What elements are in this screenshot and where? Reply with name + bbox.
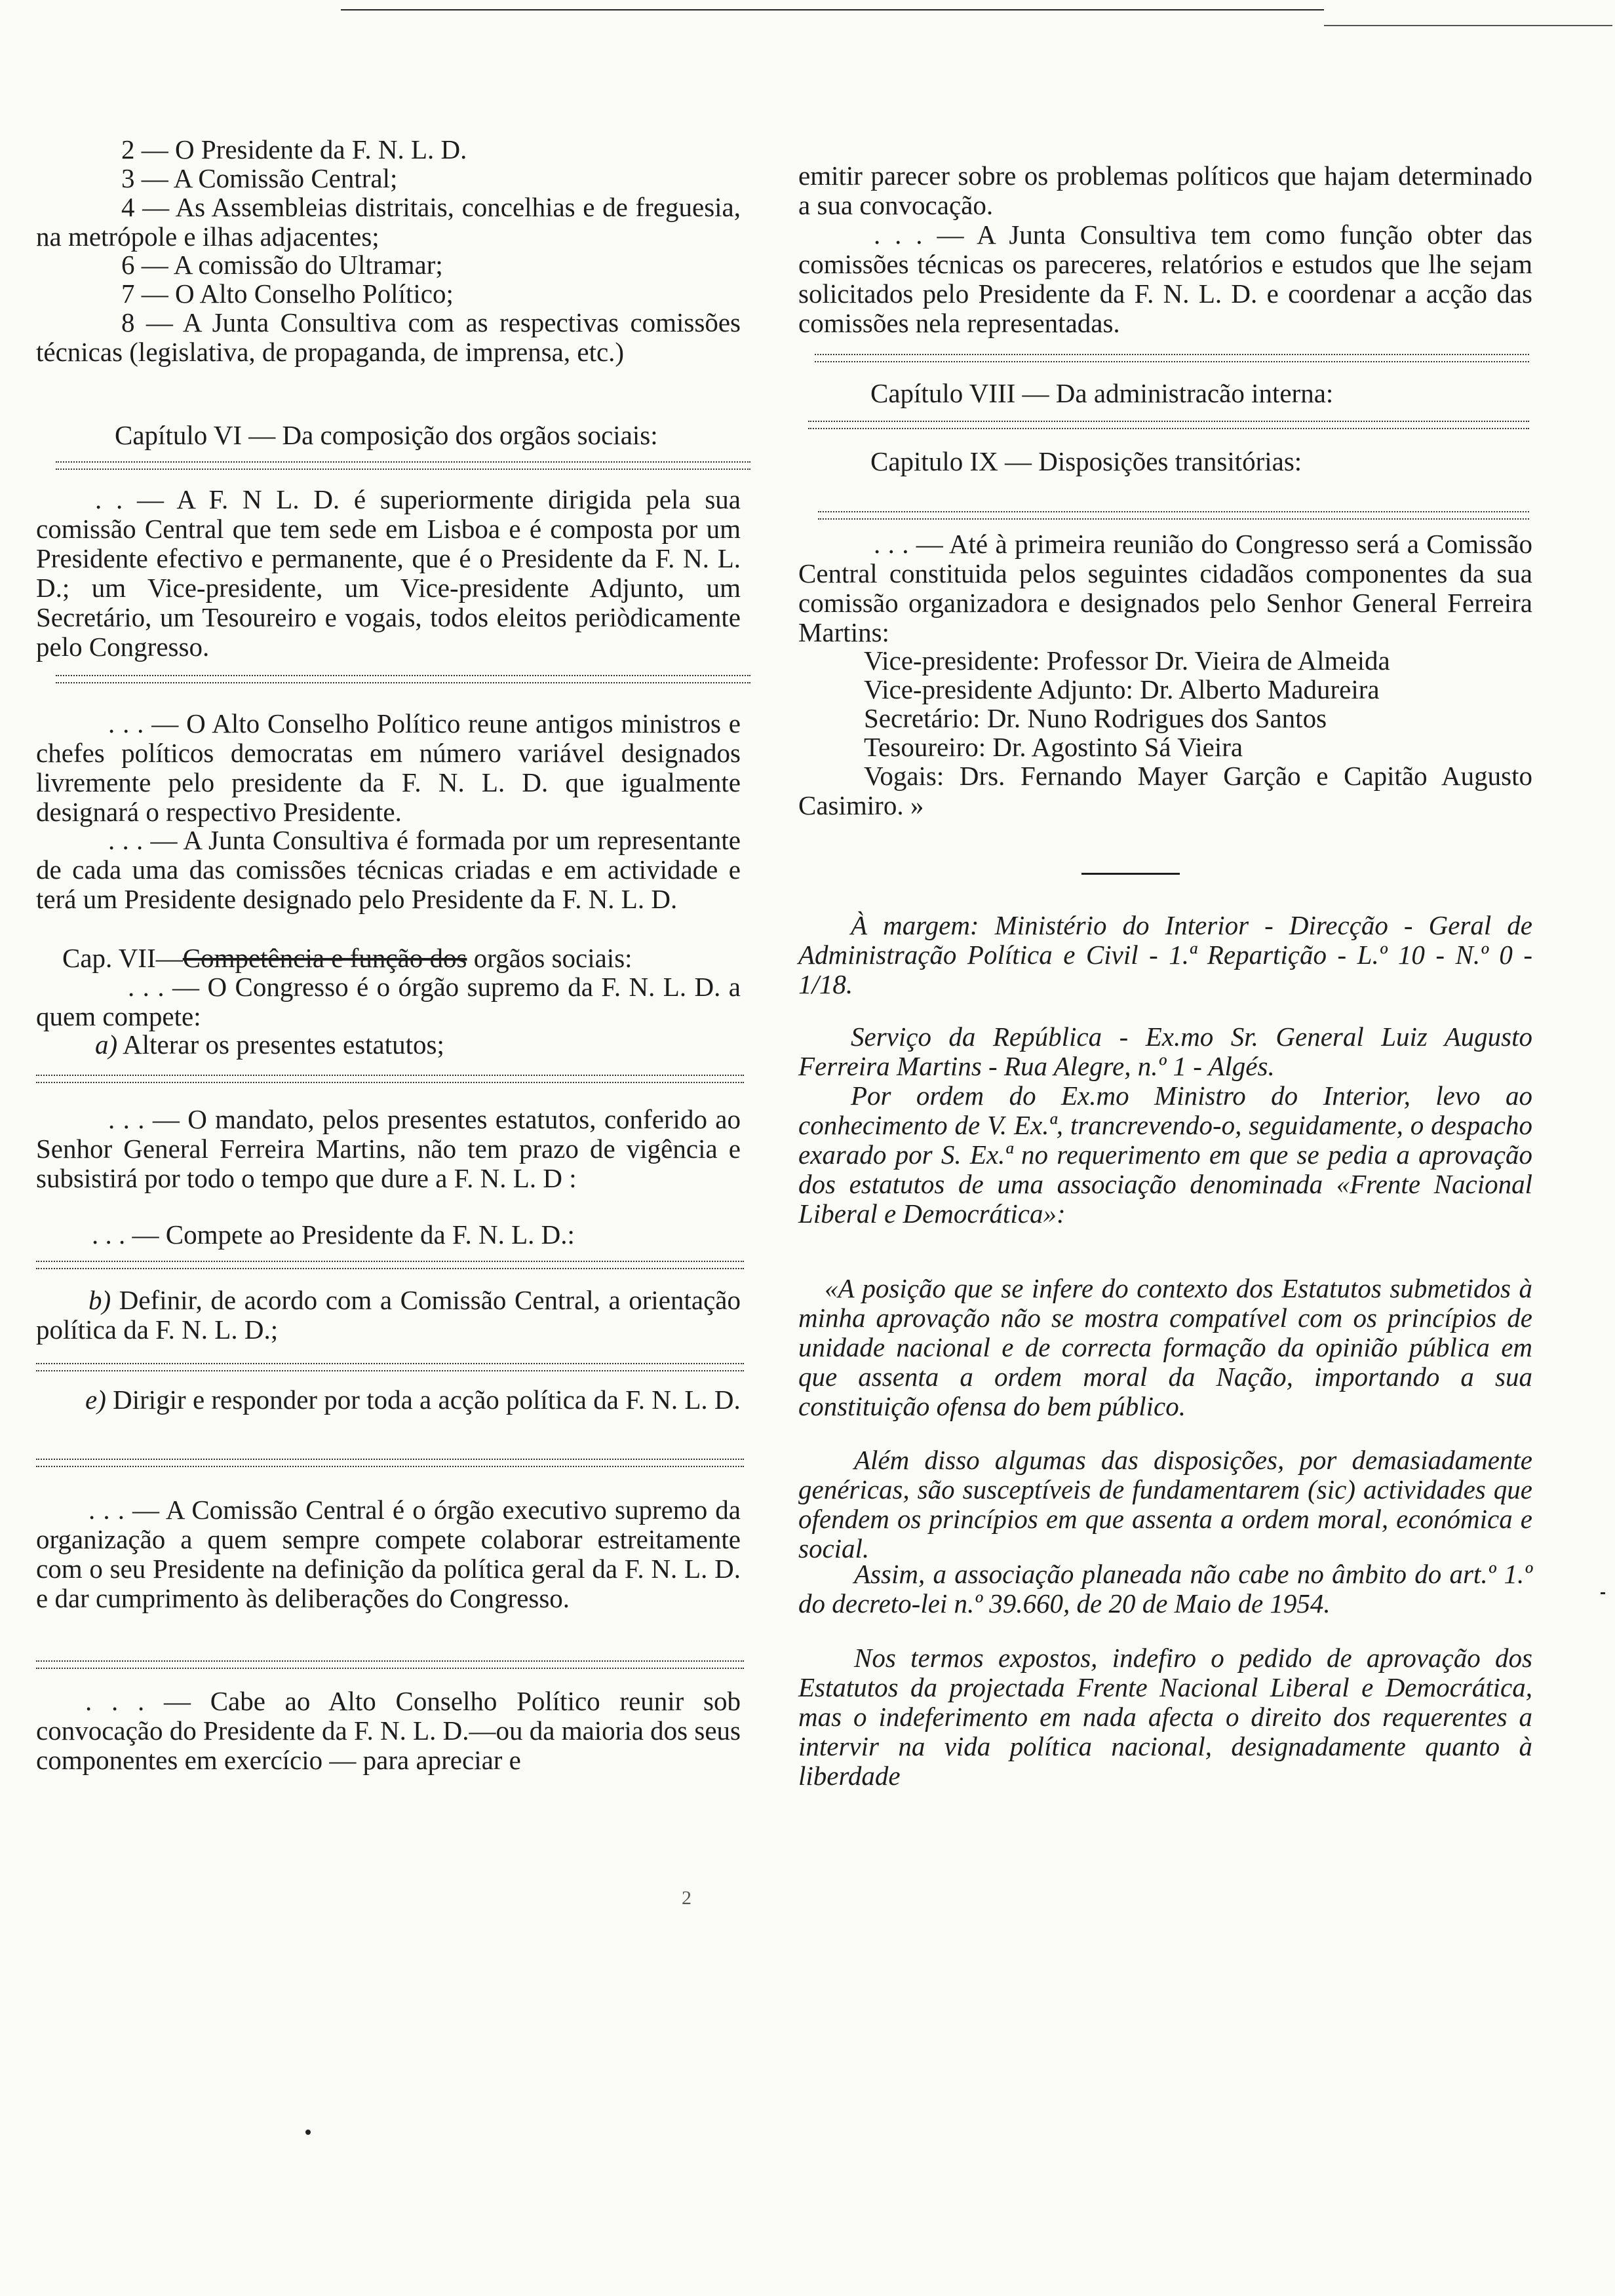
item-a-text: Alterar os presentes estatutos; — [117, 1029, 444, 1060]
paragraph-alto-conselho: . . . — O Alto Conselho Político reune antigos ministros e chefes políticos democratas em número variável designados livremente pelo presidente da F. N. L. D. que igualmente designará o respectivo Presidente. — [36, 708, 741, 828]
servico-da-republica: Serviço da República - Ex.mo Sr. General Luiz Augusto Ferreira Martins - Rua Alegre, n.º 1 - Algés. — [798, 1022, 1532, 1082]
item-e-text: Dirigir e responder por toda a acção política da F. N. L. D. — [106, 1385, 741, 1415]
paragraph-congresso: . . . — O Congresso é o órgão supremo da F. N. L. D. a quem compete: — [36, 972, 741, 1032]
chapter-ix-heading: Capitulo IX — Disposições transitórias: — [870, 446, 1302, 476]
dotted-separator — [56, 675, 750, 683]
por-ordem: Por ordem do Ex.mo Ministro do Interior, levo ao conhecimento de V. Ex.ª, trancrevendo-o, seguidamente, o despacho exarado por S. Ex.ª no requerimento em que se pedia a aprovação dos estatutos de uma associação denominada «Frente Nacional Liberal e Democrática»: — [798, 1081, 1532, 1229]
paragraph-comissao-central: . . . — A Comissão Central é o órgão executivo supremo da organização a quem sempre compete colaborar estreitamente com o seu Presidente na definição da política geral da F. N. L. D. e dar cumprimento às deliberações do Congresso. — [36, 1495, 741, 1614]
item-a-letter: a) — [95, 1029, 118, 1060]
list-item-6: 6 — A comissão do Ultramar; — [121, 250, 443, 280]
top-edge-line-right — [1324, 25, 1612, 26]
dotted-separator — [56, 461, 750, 470]
list-item-8: 8 — A Junta Consultiva com as respectivas comissões técnicas (legislativa, de propaganda, de imprensa, etc.) — [36, 307, 741, 368]
top-edge-line — [341, 9, 1324, 10]
paragraph-fnld-direction: . . — A F. N L. D. é superiormente dirigida pela sua comissão Central que tem sede em Lisboa e é composta por um Presidente efectivo e permanente, que é o Presidente da F. N. L. D.; um Vice-presidente, um Vice-presidente Adjunto, um Secretário, um Tesoureiro e vogais, todos eleitos periòdicamente pelo Congresso. — [36, 484, 741, 662]
officer-vice-president: Vice-presidente: Professor Dr. Vieira de Almeida — [864, 645, 1390, 676]
item-b — [36, 1286, 741, 1345]
list-item-3: 3 — A Comissão Central; — [121, 163, 398, 193]
paragraph-ate: . . . — Até à primeira reunião do Congresso será a Comissão Central constituida pelos seguintes cidadãos componentes da sua comissão organizadora e designados pelo Senhor General Ferreira Martins: — [798, 529, 1532, 648]
item-a — [95, 1030, 741, 1060]
list-item-2: 2 — O Presidente da F. N. L. D. — [121, 134, 467, 164]
dispatch-quote-2: Além disso algumas das disposições, por demasiadamente genéricas, são susceptíveis de fundamentarem (sic) actividades que ofendem os princípios em que assenta a ordem moral, económica e social. — [798, 1445, 1532, 1564]
dotted-separator — [36, 1075, 744, 1083]
paragraph-junta-consultiva: . . . — A Junta Consultiva é formada por um representante de cada uma das comissões técnicas criadas e em actividade e terá um Presidente designado pelo Presidente da F. N. L. D. — [36, 825, 741, 915]
officer-vice-president-adjunto: Vice-presidente Adjunto: Dr. Alberto Madureira — [864, 674, 1380, 704]
ink-speck — [305, 2130, 311, 2135]
dotted-separator — [36, 1363, 744, 1371]
officer-treasurer: Tesoureiro: Dr. Agostinto Sá Vieira — [864, 732, 1243, 762]
dotted-separator — [808, 421, 1529, 429]
paragraph-junta-funcao: . . . — A Junta Consultiva tem como função obter das comissões técnicas os pareceres, relatórios e estudos que lhe sejam solicitados pelo Presidente da F. N. L. D. e coordenar a acção das comissões nela representadas. — [798, 220, 1532, 339]
paragraph-emitir: emitir parecer sobre os problemas políticos que hajam determinado a sua convocação. — [798, 161, 1532, 221]
chapter-vii-suffix: orgãos sociais: — [467, 943, 632, 973]
chapter-vii-prefix: Cap. VII— — [62, 943, 183, 973]
paragraph-compete: . . . — Compete ao Presidente da F. N. L. D.: — [92, 1219, 575, 1250]
ink-speck — [1601, 1592, 1605, 1594]
dotted-separator — [36, 1660, 744, 1669]
paragraph-cabe: . . . — Cabe ao Alto Conselho Político reunir sob convocação do Presidente da F. N. L. D.—ou da maioria dos seus componentes em exercício — para apreciar e — [36, 1686, 741, 1776]
dispatch-quote-1: «A posição que se infere do contexto dos Estatutos submetidos à minha aprovação não se mostra compatível com os princípios de unidade nacional e de correcta formação da opinião pública em que assenta a ordem moral da Nação, importando a sua constituição ofensa do bem público. — [798, 1273, 1532, 1422]
officer-secretary: Secretário: Dr. Nuno Rodrigues dos Santos — [864, 703, 1327, 733]
vogais: Vogais: Drs. Fernando Mayer Garção e Capitão Augusto Casimiro. » — [798, 761, 1532, 821]
section-rule — [1081, 873, 1180, 875]
chapter-viii-heading: Capítulo VIII — Da administracão interna: — [870, 378, 1334, 408]
chapter-vii-heading — [62, 944, 741, 973]
chapter-vii-struck-text: Competência e função dos — [182, 943, 467, 973]
dotted-separator — [36, 1261, 744, 1269]
dispatch-quote-3: Assim, a associação planeada não cabe no âmbito do art.º 1.º do decreto-lei n.º 39.660, de 20 de Maio de 1954. — [798, 1559, 1532, 1619]
dotted-separator — [818, 511, 1529, 520]
list-item-7: 7 — O Alto Conselho Político; — [121, 278, 454, 309]
item-e — [36, 1385, 741, 1415]
list-item-4: 4 — As Assembleias distritais, concelhias e de freguesia, na metrópole e ilhas adjacentes; — [36, 192, 741, 252]
item-b-text: Definir, de acordo com a Comissão Central, a orientação política da F. N. L. D.; — [36, 1285, 741, 1345]
dispatch-quote-4: Nos termos expostos, indefiro o pedido de aprovação dos Estatutos da projectada Frente Nacional Liberal e Democrática, mas o indeferimento em nada afecta o direito dos requerentes a intervir na vida política nacional, designadamente quanto à liberdade — [798, 1643, 1532, 1791]
paragraph-mandato: . . . — O mandato, pelos presentes estatutos, conferido ao Senhor General Ferreira Martins, não tem prazo de vigência e subsistirá por todo o tempo que dure a F. N. L. D : — [36, 1104, 741, 1194]
item-e-letter: e) — [85, 1385, 106, 1415]
chapter-vi-heading: Capítulo VI — Da composição dos orgãos sociais: — [115, 420, 658, 450]
dotted-separator — [36, 1459, 744, 1467]
dotted-separator — [815, 354, 1529, 362]
item-b-letter: b) — [88, 1285, 111, 1315]
margin-note: À margem: Ministério do Interior - Direcção - Geral de Administração Política e Civil - 1.ª Repartição - L.º 10 - N.º 0 - 1/18. — [798, 910, 1532, 1000]
page-number: 2 — [682, 1887, 691, 1909]
